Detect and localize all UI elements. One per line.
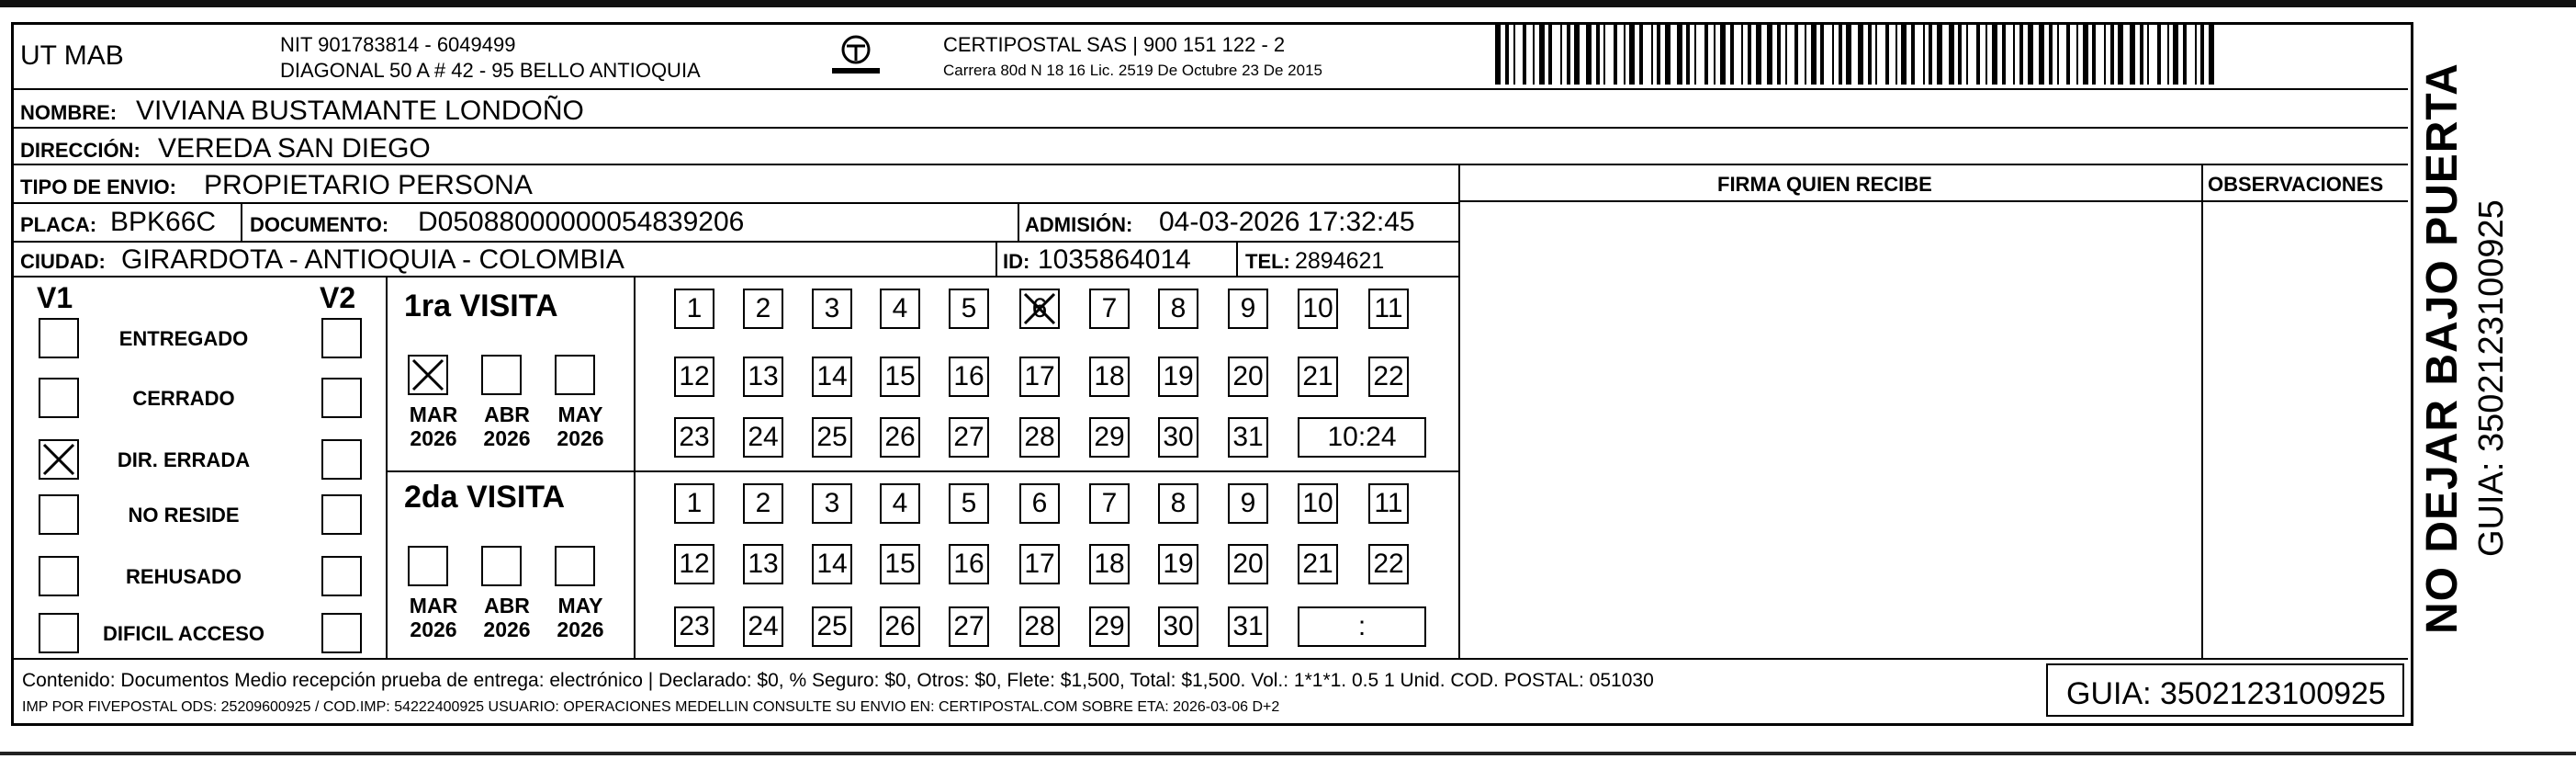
day-box[interactable] (743, 289, 783, 329)
check-x-icon (410, 357, 446, 393)
sender-address: DIAGONAL 50 A # 42 - 95 BELLO ANTIOQUIA (280, 59, 701, 82)
day-box[interactable] (1019, 357, 1060, 397)
carrier-name: CERTIPOSTAL SAS | 900 151 122 - 2 (943, 33, 1286, 56)
day-number: 7 (1101, 293, 1118, 323)
recipient-id: 1035864014 (1038, 244, 1191, 275)
day-number: 24 (748, 422, 779, 452)
day-number: 29 (1094, 611, 1125, 641)
day-box[interactable] (674, 483, 714, 524)
day-number: 22 (1373, 549, 1404, 579)
signature-area[interactable] (1462, 204, 2199, 658)
day-number: 16 (953, 549, 984, 579)
day-box[interactable] (743, 606, 783, 647)
day-number: 3 (824, 488, 840, 518)
top-edge-bar (0, 0, 2576, 7)
month-year: 2026 (410, 426, 457, 450)
day-box[interactable] (880, 289, 920, 329)
visit2-title: 2da VISITA (404, 480, 566, 515)
day-number: 11 (1374, 488, 1403, 518)
day-box[interactable] (1158, 483, 1198, 524)
day-box[interactable] (812, 483, 852, 524)
certipostal-logo (827, 33, 885, 81)
day-box[interactable] (1298, 544, 1338, 584)
tipo-envio-label: TIPO DE ENVIO: (20, 176, 176, 198)
month-checkbox[interactable] (481, 355, 522, 395)
day-number: 3 (824, 293, 840, 323)
month-label: MAR (409, 594, 458, 617)
footer-guia: GUIA: 3502123100925 (2066, 676, 2386, 711)
day-box[interactable] (880, 606, 920, 647)
day-number: 15 (884, 549, 916, 579)
day-box[interactable] (880, 544, 920, 584)
day-box[interactable] (1368, 544, 1409, 584)
day-number: 2 (755, 293, 771, 323)
month-year: 2026 (410, 617, 457, 641)
day-number: 9 (1240, 488, 1256, 518)
day-box[interactable] (1158, 357, 1198, 397)
day-number: 31 (1232, 611, 1264, 641)
day-box[interactable] (812, 357, 852, 397)
day-box[interactable] (1228, 357, 1268, 397)
day-number: 14 (816, 549, 848, 579)
day-box[interactable] (1089, 544, 1130, 584)
day-number: 10 (1302, 488, 1333, 518)
day-box[interactable] (880, 417, 920, 458)
time-value: 10:24 (1327, 422, 1397, 452)
day-box[interactable] (1019, 544, 1060, 584)
no-dejar-bajo-puerta: NO DEJAR BAJO PUERTA (2418, 62, 2467, 634)
day-box[interactable] (1298, 483, 1338, 524)
day-number: 2 (755, 488, 771, 518)
city: GIRARDOTA - ANTIOQUIA - COLOMBIA (121, 244, 624, 275)
day-box[interactable] (880, 483, 920, 524)
day-number: 29 (1094, 422, 1125, 452)
month-label: MAY (557, 594, 603, 617)
day-box[interactable] (1089, 357, 1130, 397)
day-number: 7 (1101, 488, 1118, 518)
nit-text: NIT 901783814 - 6049499 (280, 33, 516, 56)
v2-label: V2 (320, 281, 356, 314)
day-box[interactable] (1019, 417, 1060, 458)
day-box[interactable] (812, 289, 852, 329)
day-number: 17 (1024, 549, 1055, 579)
v2-checkbox[interactable] (321, 556, 362, 596)
day-number: 10 (1302, 293, 1333, 323)
firma-label: FIRMA QUIEN RECIBE (1717, 173, 1932, 196)
day-number: 1 (686, 293, 703, 323)
day-box[interactable] (1158, 544, 1198, 584)
month-checkbox[interactable] (555, 355, 595, 395)
month-label: MAR (409, 402, 458, 426)
day-number: 20 (1232, 549, 1264, 579)
status-label: ENTREGADO (118, 327, 249, 350)
day-box[interactable] (1228, 417, 1268, 458)
day-number: 28 (1024, 611, 1055, 641)
day-box[interactable] (949, 417, 989, 458)
month-checkbox[interactable] (408, 355, 448, 395)
day-box[interactable] (1089, 483, 1130, 524)
day-number: 6 (1031, 293, 1048, 323)
day-number: 5 (961, 488, 977, 518)
day-box[interactable] (1228, 606, 1268, 647)
month-year: 2026 (557, 426, 604, 450)
day-number: 26 (884, 422, 916, 452)
day-number: 11 (1374, 293, 1403, 323)
day-box[interactable] (743, 417, 783, 458)
day-box[interactable] (1089, 289, 1130, 329)
day-box[interactable] (1019, 289, 1060, 329)
placa-label: PLACA: (20, 213, 97, 236)
day-number: 12 (679, 549, 710, 579)
day-number: 1 (686, 488, 703, 518)
day-number: 15 (884, 361, 916, 391)
day-number: 5 (961, 293, 977, 323)
status-label: DIR. ERRADA (117, 448, 251, 471)
day-number: 25 (816, 611, 848, 641)
day-number: 16 (953, 361, 984, 391)
day-box[interactable] (743, 483, 783, 524)
check-x-icon (1021, 290, 1058, 327)
tel-label: TEL: (1245, 250, 1290, 273)
v2-checkbox[interactable] (321, 378, 362, 418)
shipment-type: PROPIETARIO PERSONA (204, 170, 533, 200)
day-box[interactable] (949, 606, 989, 647)
carrier-license: Carrera 80d N 18 16 Lic. 2519 De Octubre 23 De 2015 (943, 62, 1322, 79)
day-box[interactable] (812, 417, 852, 458)
nombre-label: NOMBRE: (20, 101, 118, 124)
ciudad-label: CIUDAD: (20, 250, 106, 273)
month-checkbox[interactable] (555, 546, 595, 586)
day-number: 19 (1163, 549, 1194, 579)
day-box[interactable] (880, 357, 920, 397)
day-number: 6 (1031, 488, 1048, 518)
observaciones-label: OBSERVACIONES (2208, 173, 2384, 196)
month-label: ABR (484, 594, 530, 617)
v2-checkbox[interactable] (321, 613, 362, 653)
day-box[interactable] (1368, 357, 1409, 397)
day-number: 18 (1094, 549, 1125, 579)
day-box[interactable] (674, 417, 714, 458)
day-box[interactable] (1228, 544, 1268, 584)
admission-datetime: 04-03-2026 17:32:45 (1159, 207, 1415, 237)
day-box[interactable] (1368, 483, 1409, 524)
day-box[interactable] (1158, 289, 1198, 329)
day-box[interactable] (1019, 483, 1060, 524)
day-number: 17 (1024, 361, 1055, 391)
recipient-phone: 2894621 (1295, 248, 1385, 274)
day-box[interactable] (674, 544, 714, 584)
v2-checkbox[interactable] (321, 439, 362, 480)
month-checkbox[interactable] (408, 546, 448, 586)
status-label: DIFICIL ACCESO (102, 622, 264, 645)
month-year: 2026 (483, 426, 531, 450)
month-checkbox[interactable] (481, 546, 522, 586)
day-number: 26 (884, 611, 916, 641)
day-box[interactable] (1158, 417, 1198, 458)
day-number: 21 (1302, 361, 1333, 391)
day-number: 18 (1094, 361, 1125, 391)
documento-label: DOCUMENTO: (250, 213, 389, 236)
company-code: UT MAB (20, 40, 124, 71)
v1-label: V1 (37, 281, 73, 314)
day-box[interactable] (1019, 606, 1060, 647)
id-label: ID: (1003, 250, 1030, 273)
day-box[interactable] (949, 289, 989, 329)
day-box[interactable] (812, 544, 852, 584)
day-number: 13 (748, 549, 779, 579)
day-box[interactable] (812, 606, 852, 647)
recipient-name: VIVIANA BUSTAMANTE LONDOÑO (136, 96, 584, 126)
time-box[interactable] (1298, 417, 1426, 458)
day-box[interactable] (1368, 289, 1409, 329)
day-box[interactable] (674, 289, 714, 329)
recipient-address: VEREDA SAN DIEGO (158, 133, 431, 164)
day-box[interactable] (1228, 289, 1268, 329)
time-box[interactable] (1298, 606, 1426, 647)
day-number: 25 (816, 422, 848, 452)
day-box[interactable] (1298, 357, 1338, 397)
day-number: 4 (892, 488, 908, 518)
day-box[interactable] (674, 357, 714, 397)
day-box[interactable] (949, 544, 989, 584)
day-number: 14 (816, 361, 848, 391)
status-label: CERRADO (132, 387, 235, 410)
v2-checkbox[interactable] (321, 318, 362, 358)
month-label: ABR (484, 402, 530, 426)
day-box[interactable] (743, 357, 783, 397)
day-box[interactable] (1298, 289, 1338, 329)
day-number: 21 (1302, 549, 1333, 579)
footer-contents: Contenido: Documentos Medio recepción prueba de entrega: electrónico | Declarado: $0, % Seguro: $0, Otros: $0, Flete: $1,500, Total: $1,500. Vol.: 1*1*1. 0.5 1 Unid. COD. POSTAL: 051030 (22, 670, 1654, 691)
day-number: 12 (679, 361, 710, 391)
day-box[interactable] (743, 544, 783, 584)
day-number: 30 (1163, 422, 1194, 452)
day-number: 20 (1232, 361, 1264, 391)
day-box[interactable] (1089, 417, 1130, 458)
day-box[interactable] (1089, 606, 1130, 647)
direccion-label: DIRECCIÓN: (20, 139, 141, 162)
v2-checkbox[interactable] (321, 494, 362, 535)
day-number: 19 (1163, 361, 1194, 391)
barcode (1495, 24, 2230, 85)
day-number: 4 (892, 293, 908, 323)
month-label: MAY (557, 402, 603, 426)
status-label: REHUSADO (126, 565, 242, 588)
observations-area[interactable] (2205, 204, 2405, 658)
day-number: 31 (1232, 422, 1264, 452)
time-value: : (1357, 611, 1367, 641)
visit1-title: 1ra VISITA (404, 289, 558, 323)
day-number: 28 (1024, 422, 1055, 452)
day-number: 30 (1163, 611, 1194, 641)
day-number: 13 (748, 361, 779, 391)
document-number: D05088000000054839206 (418, 207, 745, 237)
day-box[interactable] (1158, 606, 1198, 647)
day-number: 23 (679, 611, 710, 641)
day-box[interactable] (674, 606, 714, 647)
day-number: 9 (1240, 293, 1256, 323)
day-number: 27 (953, 611, 984, 641)
day-box[interactable] (949, 357, 989, 397)
month-year: 2026 (557, 617, 604, 641)
month-year: 2026 (483, 617, 531, 641)
day-number: 8 (1170, 488, 1187, 518)
admision-label: ADMISIÓN: (1025, 213, 1133, 236)
plate-number: BPK66C (110, 207, 217, 237)
day-number: 8 (1170, 293, 1187, 323)
side-guia: GUIA: 3502123100925 (2472, 199, 2511, 557)
day-box[interactable] (1228, 483, 1268, 524)
day-box[interactable] (949, 483, 989, 524)
day-number: 22 (1373, 361, 1404, 391)
footer-print-info: IMP POR FIVEPOSTAL ODS: 25209600925 / COD.IMP: 54222400925 USUARIO: OPERACIONES MEDELLIN CONSULTE SU ENVIO EN: CERTIPOSTAL.COM SOBRE ETA: 2026-03-06 D+2 (22, 699, 1280, 715)
status-label: NO RESIDE (128, 504, 240, 527)
day-number: 24 (748, 611, 779, 641)
day-number: 27 (953, 422, 984, 452)
day-number: 23 (679, 422, 710, 452)
